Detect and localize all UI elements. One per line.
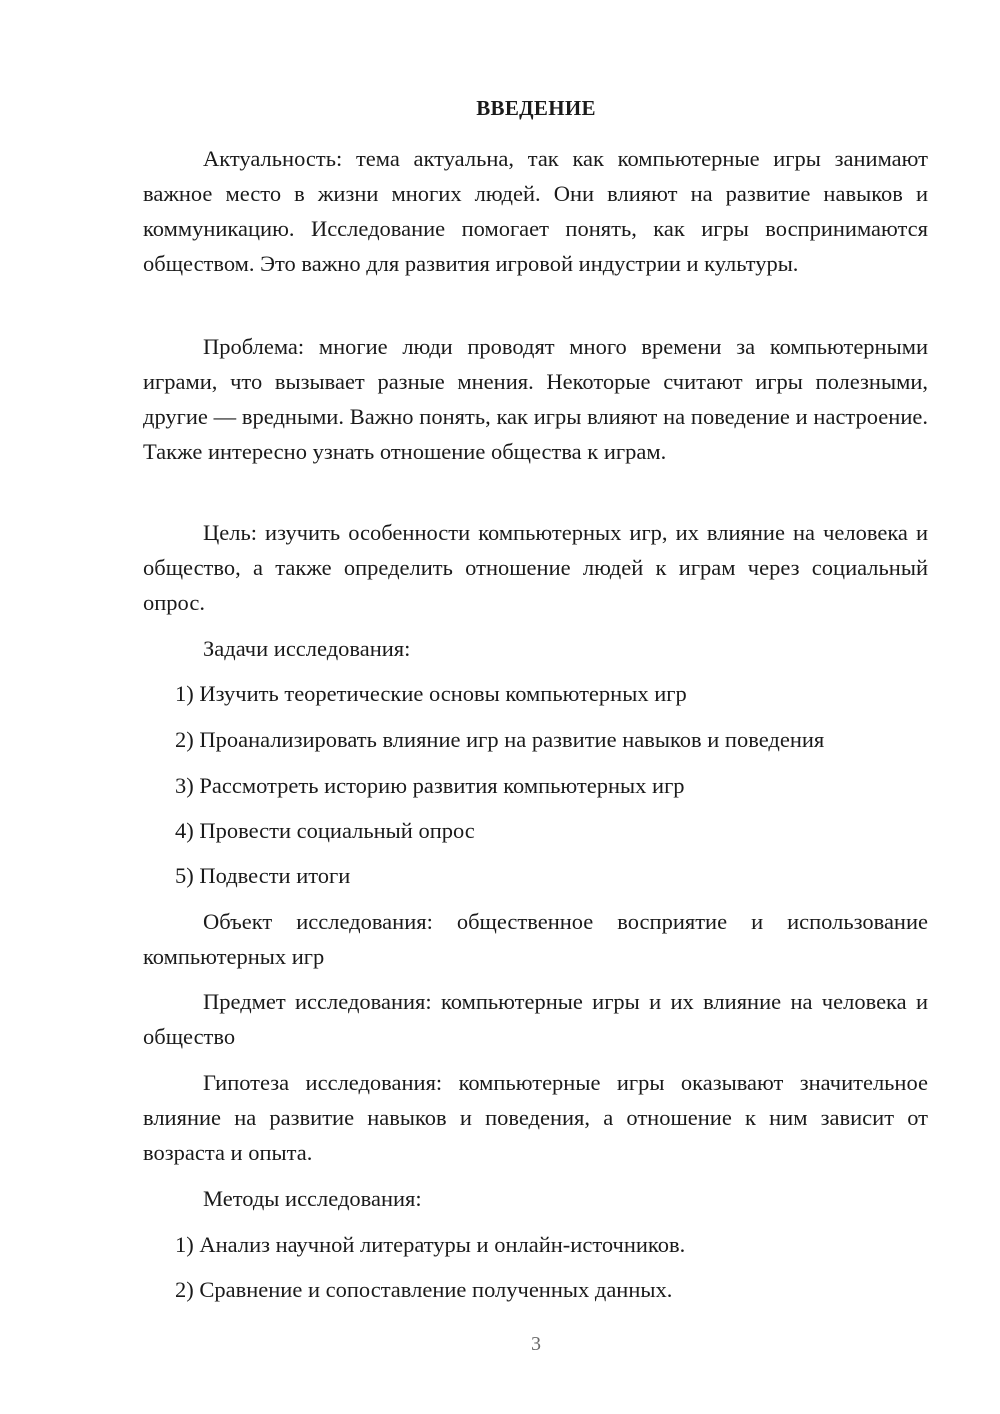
method-item: 2) Сравнение и сопоставление полученных данных.: [175, 1277, 673, 1302]
object-paragraph: Объект исследования: общественное восприятие и использование компьютерных игр: [143, 909, 928, 969]
tasks-heading: Задачи исследования:: [203, 636, 411, 661]
hypothesis-paragraph: Гипотеза исследования: компьютерные игры оказывают значительное влияние на развитие навыков и поведения, а отношение к ним зависит от возраста и опыта.: [143, 1070, 928, 1165]
method-item: 1) Анализ научной литературы и онлайн-источников.: [175, 1232, 686, 1257]
methods-heading: Методы исследования:: [203, 1186, 422, 1211]
task-item: 2) Проанализировать влияние игр на развитие навыков и поведения: [175, 727, 825, 752]
subject-paragraph: Предмет исследования: компьютерные игры и их влияние на человека и общество: [143, 989, 928, 1049]
task-item: 5) Подвести итоги: [175, 863, 351, 888]
relevance-paragraph: Актуальность: тема актуальна, так как компьютерные игры занимают важное место в жизни многих людей. Они влияют на развитие навыков и коммуникацию. Исследование помогает понять, как игры воспринимаются обществом. Это важно для развития игровой индустрии и культуры.: [143, 146, 928, 276]
task-item: 1) Изучить теоретические основы компьютерных игр: [175, 681, 687, 706]
problem-paragraph: Проблема: многие люди проводят много времени за компьютерными играми, что вызывает разные мнения. Некоторые считают игры полезными, другие — вредными. Важно понять, как игры влияют на поведение и настроение. Также интересно узнать отношение общества к играм.: [143, 334, 928, 464]
page-number: 3: [531, 1333, 541, 1355]
task-item: 3) Рассмотреть историю развития компьютерных игр: [175, 773, 685, 798]
goal-paragraph: Цель: изучить особенности компьютерных игр, их влияние на человека и общество, а также определить отношение людей к играм через социальный опрос.: [143, 520, 928, 615]
section-title: ВВЕДЕНИЕ: [476, 96, 596, 120]
task-item: 4) Провести социальный опрос: [175, 818, 475, 843]
